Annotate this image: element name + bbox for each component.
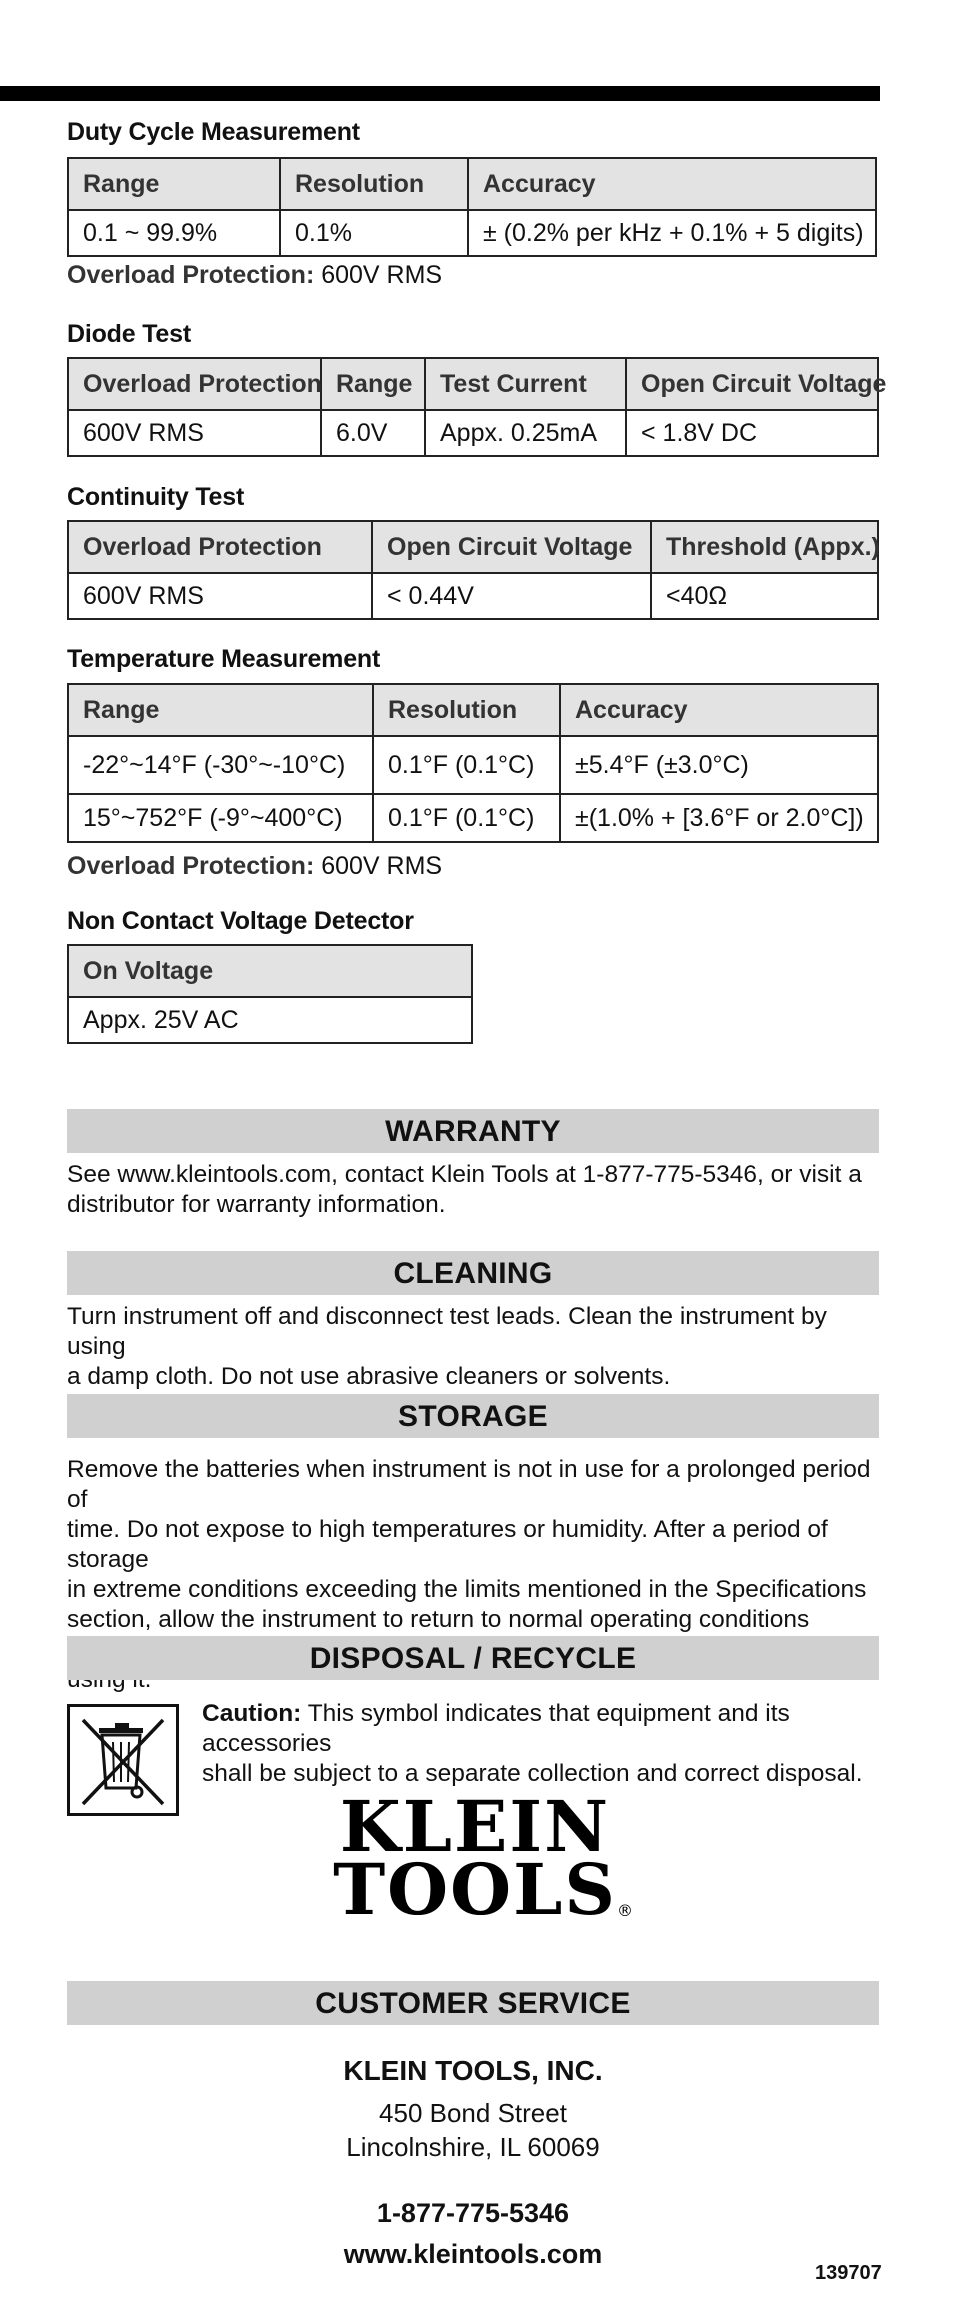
address-line-1: 450 Bond Street — [379, 2098, 567, 2128]
text-line: distributor for warranty information. — [67, 1191, 446, 1218]
cell-resolution: 0.1°F (0.1°C) — [373, 794, 560, 842]
table-row — [68, 573, 878, 619]
cell-accuracy: ± (0.2% per kHz + 0.1% + 5 digits) — [468, 210, 876, 256]
logo-line-1: KLEIN — [339, 1790, 611, 1868]
text-line: section, allow the instrument to return to normal operating conditions — [67, 1606, 810, 1633]
registered-mark: ® — [617, 1901, 633, 1920]
cell-open-circuit: < 0.44V — [372, 573, 651, 619]
cell-range: 15°~752°F (-9°~400°C) — [68, 794, 373, 842]
cell-accuracy: ±5.4°F (±3.0°C) — [560, 736, 878, 794]
address-line-2: Lincolnshire, IL 60069 — [346, 2132, 600, 2162]
table-header-row — [68, 158, 876, 210]
header-open-circuit: Open Circuit Voltage — [372, 521, 651, 573]
header-accuracy: Accuracy — [468, 158, 876, 210]
table-header-row — [68, 945, 472, 997]
header-range: Range — [68, 158, 280, 210]
duty-cycle-table — [67, 157, 877, 257]
ncvd-table — [67, 944, 473, 1044]
website-link[interactable]: www.kleintools.com — [343, 2239, 603, 2269]
company-name: KLEIN TOOLS, INC. — [343, 2055, 603, 2086]
header-open-circuit: Open Circuit Voltage — [626, 358, 878, 410]
table-header-row — [68, 358, 878, 410]
text-line: See www.kleintools.com, contact Klein Tools at 1-877-775-5346, or visit a — [67, 1161, 862, 1188]
phone-number: 1-877-775-5346 — [376, 2198, 570, 2228]
header-test-current: Test Current — [425, 358, 626, 410]
text-line: a damp cloth. Do not use abrasive cleaners or solvents. — [67, 1363, 671, 1390]
table-row — [68, 997, 472, 1043]
cleaning-text — [67, 1302, 879, 1392]
klein-tools-logo — [315, 1790, 635, 1930]
continuity-test-title: Continuity Test — [67, 483, 245, 511]
cell-range: 6.0V — [321, 410, 425, 456]
cell-range: -22°~14°F (-30°~-10°C) — [68, 736, 373, 794]
overload-label: Overload Protection: — [67, 852, 315, 880]
header-resolution: Resolution — [280, 158, 468, 210]
temperature-table — [67, 683, 879, 843]
cell-resolution: 0.1°F (0.1°C) — [373, 736, 560, 794]
document-number: 139707 — [815, 2262, 882, 2284]
header-resolution: Resolution — [373, 684, 560, 736]
text-line — [202, 1699, 882, 1759]
cell-accuracy: ±(1.0% + [3.6°F or 2.0°C]) — [560, 794, 878, 842]
overload-value: 600V RMS — [314, 261, 443, 289]
text-line: in extreme conditions exceeding the limits mentioned in the Specifications — [67, 1576, 867, 1603]
header-range: Range — [68, 684, 373, 736]
table-row — [68, 736, 878, 794]
table-row — [68, 410, 878, 456]
table-header-row — [68, 521, 878, 573]
continuity-test-table — [67, 520, 879, 620]
cell-overload: 600V RMS — [68, 573, 372, 619]
table-row — [68, 210, 876, 256]
cell-overload: 600V RMS — [68, 410, 321, 456]
warranty-text — [67, 1160, 879, 1220]
storage-heading: STORAGE — [67, 1394, 879, 1438]
temperature-overload-note — [67, 852, 442, 881]
disposal-caution-text — [202, 1699, 882, 1789]
diode-test-title: Diode Test — [67, 320, 191, 348]
ncvd-title: Non Contact Voltage Detector — [67, 907, 414, 935]
cleaning-heading: CLEANING — [67, 1251, 879, 1295]
diode-test-table — [67, 357, 887, 457]
header-overload: Overload Protection — [68, 521, 372, 573]
overload-label: Overload Protection: — [67, 261, 315, 289]
text-line: shall be subject to a separate collection and correct disposal. — [202, 1760, 863, 1787]
header-on-voltage: On Voltage — [68, 945, 472, 997]
text-line: Turn instrument off and disconnect test leads. Clean the instrument by using — [67, 1303, 827, 1360]
cell-threshold: <40Ω — [651, 573, 878, 619]
header-range: Range — [321, 358, 425, 410]
header-accuracy: Accuracy — [560, 684, 878, 736]
table-row — [68, 794, 878, 842]
disposal-heading: DISPOSAL / RECYCLE — [67, 1636, 879, 1680]
caution-label: Caution: — [202, 1700, 302, 1727]
text-line: time. Do not expose to high temperatures or humidity. After a period of storage — [67, 1516, 828, 1573]
caution-text: This symbol indicates that equipment and its accessories — [202, 1700, 790, 1757]
cell-range: 0.1 ~ 99.9% — [68, 210, 280, 256]
crossed-out-wheelie-bin-icon — [67, 1704, 179, 1816]
cell-open-circuit: < 1.8V DC — [626, 410, 878, 456]
warranty-heading: WARRANTY — [67, 1109, 879, 1153]
logo-line-2: TOOLS — [333, 1848, 617, 1930]
text-line: Remove the batteries when instrument is not in use for a prolonged period of — [67, 1456, 871, 1513]
cell-on-voltage: Appx. 25V AC — [68, 997, 472, 1043]
customer-service-heading: CUSTOMER SERVICE — [67, 1981, 879, 2025]
table-header-row — [68, 684, 878, 736]
cell-test-current: Appx. 0.25mA — [425, 410, 626, 456]
duty-cycle-title: Duty Cycle Measurement — [67, 118, 360, 146]
header-threshold: Threshold (Appx.) — [651, 521, 878, 573]
cell-resolution: 0.1% — [280, 210, 468, 256]
overload-value: 600V RMS — [314, 852, 443, 880]
top-rule — [0, 86, 880, 101]
duty-cycle-overload-note — [67, 261, 442, 290]
header-overload: Overload Protection — [68, 358, 321, 410]
temperature-title: Temperature Measurement — [67, 645, 381, 673]
